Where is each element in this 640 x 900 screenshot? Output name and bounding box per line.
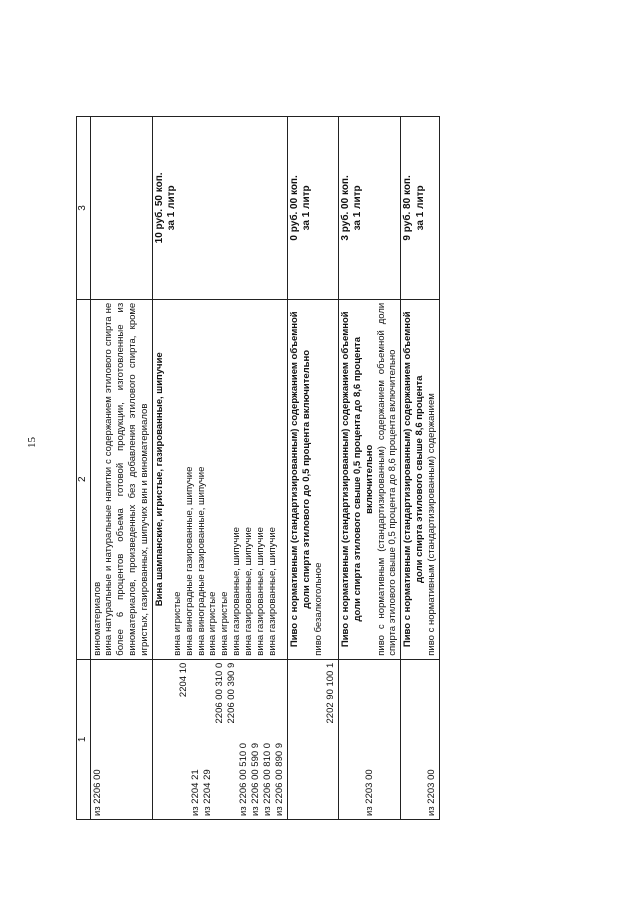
page-number: 15 [26, 437, 38, 448]
product-description-cell [152, 299, 287, 659]
product-description-cell [287, 299, 338, 659]
excise-rate-table [76, 116, 440, 820]
tariff-code [352, 663, 364, 816]
tariff-code-cell [152, 659, 287, 819]
tariff-code [340, 663, 352, 816]
product-line: вина газированные, шипучие [254, 527, 266, 656]
tariff-code: 2206 00 390 9 [225, 662, 237, 724]
tariff-code: из 2206 00 810 0 [261, 742, 273, 816]
tariff-code [154, 663, 166, 816]
product-description-cell [338, 299, 400, 659]
product-description-cell [401, 299, 440, 659]
rate-line: 10 руб. 50 коп. [153, 172, 165, 244]
tariff-code: из 2204 21 [189, 769, 201, 816]
product-line: пиво с нормативным (стандартизированным) содержанием объемной доли спирта этилового свыше 0,5 процента до 8,6 процента включительно [375, 302, 399, 656]
tariff-code: из 2206 00 [91, 769, 103, 816]
table-row [90, 117, 152, 820]
tariff-code: 2204 10 [177, 662, 189, 698]
product-line: вина натуральные и натуральные напитки с содержанием этилового спирта не более 6 процентов объема готовой продукции, изготовленные из виноматериалов, произведенных без добавления этилового спирта, кроме игристых, газированных, шипучих вин и виноматериалов [103, 302, 150, 656]
tariff-code [166, 663, 178, 816]
excise-rate-cell [338, 117, 400, 300]
excise-rate-cell [90, 117, 152, 300]
product-line: вина виноградные газированные, шипучие [183, 466, 195, 656]
tariff-code: из 2203 00 [363, 769, 375, 816]
product-description-cell [90, 299, 152, 659]
table-row [401, 117, 440, 820]
product-line: пиво с нормативным (стандартизированным) содержанием [426, 393, 437, 656]
product-line: вина газированные, шипучие [243, 527, 254, 656]
rotated-page [76, 116, 586, 820]
category-heading: Пиво с нормативным (стандартизированным) содержанием объемной доли спирта этилового свыше 0,5 процента до 8,6 процента включительно [339, 311, 375, 648]
rate-line: за 1 литр [414, 185, 426, 231]
tariff-code-cell [401, 659, 440, 819]
rate-line: 9 руб. 80 коп. [402, 175, 414, 241]
header-col-3: 3 [77, 117, 91, 300]
rate-line: 0 руб. 00 коп. [288, 175, 300, 241]
product-line: виноматериалов [91, 581, 103, 656]
excise-rate-cell [287, 117, 338, 300]
product-line: вина газированные, шипучие [231, 527, 243, 656]
header-col-2: 2 [77, 299, 91, 659]
excise-rate-cell [401, 117, 440, 300]
tariff-code: из 2206 00 890 9 [273, 742, 285, 816]
category-heading: Пиво с нормативным (стандартизированным) содержанием объемной доли спирта этилового до 0,5 процента включительно [288, 311, 312, 648]
header-row [77, 117, 91, 820]
table-row [287, 117, 338, 820]
product-line: вина игристые [207, 591, 219, 656]
excise-rate-cell [152, 117, 287, 300]
rate-line: за 1 литр [352, 185, 364, 231]
tariff-code: 2202 90 100 1 [324, 662, 336, 724]
tariff-code-cell [90, 659, 152, 819]
tariff-code: из 2204 29 [201, 769, 213, 816]
table-row [152, 117, 287, 820]
product-line: вина игристые [171, 591, 183, 656]
tariff-code: из 2203 00 [426, 769, 438, 816]
product-line: вина игристые [219, 591, 231, 656]
product-line: пиво безалкогольное [312, 562, 324, 656]
tariff-code-cell [338, 659, 400, 819]
rate-line: 3 руб. 00 коп. [339, 175, 351, 241]
tariff-code: из 2206 00 510 0 [237, 742, 249, 816]
tariff-code [402, 663, 414, 816]
product-line: вина газированные, шипучие [266, 527, 278, 656]
table-row [338, 117, 400, 820]
product-line: вина виноградные газированные, шипучие [195, 466, 207, 656]
category-heading: Пиво с нормативным (стандартизированным) содержанием объемной доли спирта этилового свыше 8,6 процента [402, 311, 426, 648]
tariff-code-cell [287, 659, 338, 819]
tariff-code [301, 663, 313, 816]
tariff-code: 2206 00 310 0 [213, 662, 225, 724]
tariff-code [289, 663, 301, 816]
category-heading: Вина шампанские, игристые, газированные, шипучие [153, 352, 165, 607]
rate-line: за 1 литр [166, 185, 178, 231]
tariff-code [313, 663, 325, 816]
tariff-code [414, 663, 426, 816]
header-col-1: 1 [77, 659, 91, 819]
tariff-code: из 2206 00 590 9 [249, 742, 261, 816]
rate-line: за 1 литр [301, 185, 313, 231]
